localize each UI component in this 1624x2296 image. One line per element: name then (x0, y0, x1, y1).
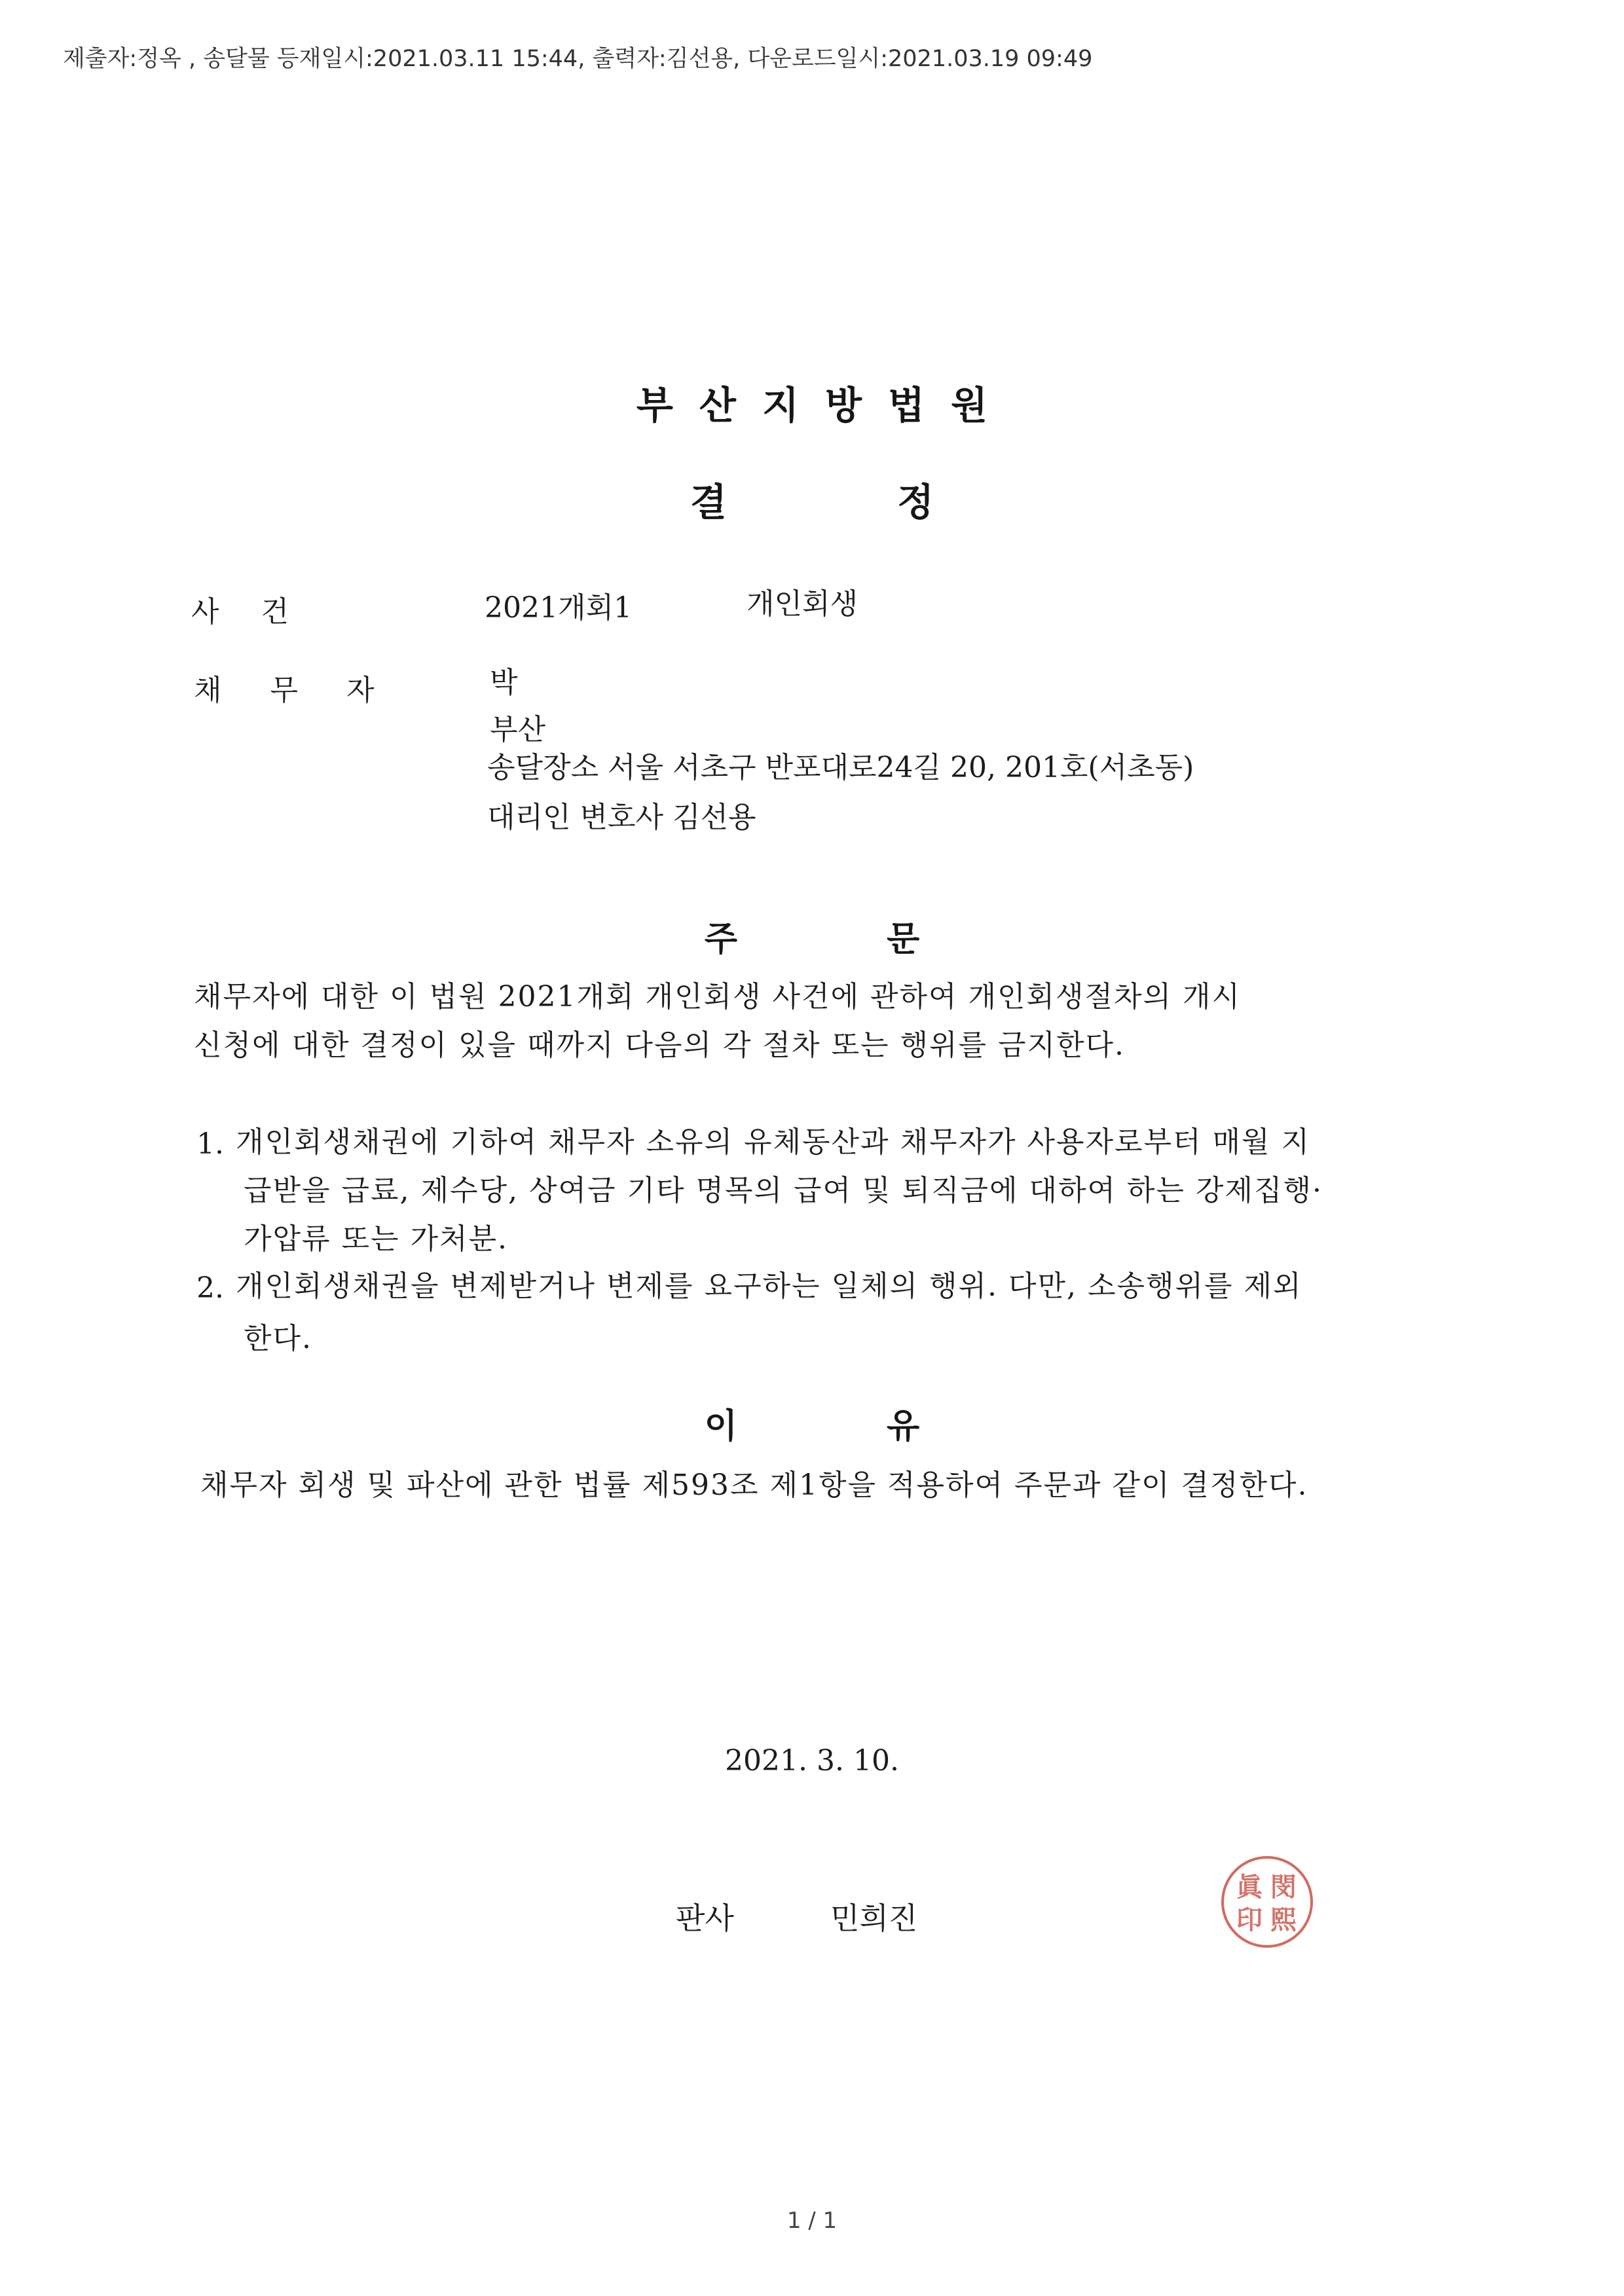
svg-text:熙: 熙 (1270, 1904, 1297, 1935)
debtor-label: 채 무 자 (194, 674, 376, 707)
case-label: 사 건 (191, 595, 289, 629)
reason-title: 이 유 (704, 1407, 920, 1446)
order-item-2-line-1: 개인회생채권을 변제받거나 변제를 요구하는 일체의 행위. 다만, 소송행위를 제외 (236, 1269, 1302, 1303)
reason-text: 채무자 회생 및 파산에 관한 법률 제593조 제1항을 적용하여 주문과 같이 결정한다. (200, 1468, 1308, 1502)
case-number: 2021개회1 (485, 591, 632, 625)
debtor-service-address: 송달장소 서울 서초구 반포대로24길 20, 201호(서초동) (487, 751, 1194, 784)
debtor-attorney: 대리인 변호사 김선용 (487, 801, 756, 834)
order-item-1-line-2: 급받을 급료, 제수당, 상여금 기타 명목의 급여 및 퇴직금에 대하여 하는 강제집행· (244, 1174, 1323, 1207)
court-name: 부산지방법원 (636, 383, 1014, 428)
order-item-1-line-3: 가압류 또는 가처분. (244, 1222, 508, 1256)
order-item-2-line-2: 한다. (244, 1322, 312, 1355)
order-item-1-line-1: 개인회생채권에 기하여 채무자 소유의 유체동산과 채무자가 사용자로부터 매월 지 (236, 1125, 1311, 1159)
order-intro-line-1: 채무자에 대한 이 법원 2021개회 개인회생 사건에 관하여 개인회생절차의 개시 (194, 980, 1241, 1013)
judge-name: 민희진 (830, 1901, 918, 1936)
judge-role: 판사 (676, 1901, 734, 1936)
document-type-title: 결 정 (690, 480, 934, 524)
order-title: 주 문 (704, 920, 920, 959)
svg-text:眞: 眞 (1236, 1872, 1263, 1903)
svg-text:印: 印 (1236, 1904, 1263, 1935)
page-number: 1 / 1 (786, 2208, 838, 2234)
header-meta: 제출자:정옥 , 송달물 등재일시:2021.03.11 15:44, 출력자:김선용, 다운로드일시:2021.03.19 09:49 (63, 46, 1093, 72)
order-item-1-number: 1. (196, 1127, 224, 1161)
order-item-2-number: 2. (196, 1271, 224, 1305)
debtor-name: 박 (490, 666, 518, 699)
case-type: 개인회생 (747, 587, 858, 621)
decision-date: 2021. 3. 10. (725, 1744, 899, 1777)
order-intro-line-2: 신청에 대한 결정이 있을 때까지 다음의 각 절차 또는 행위를 금지한다. (194, 1029, 1125, 1062)
debtor-address: 부산 (490, 713, 546, 746)
judge-seal (1218, 1853, 1316, 1951)
svg-text:閔: 閔 (1270, 1872, 1297, 1903)
